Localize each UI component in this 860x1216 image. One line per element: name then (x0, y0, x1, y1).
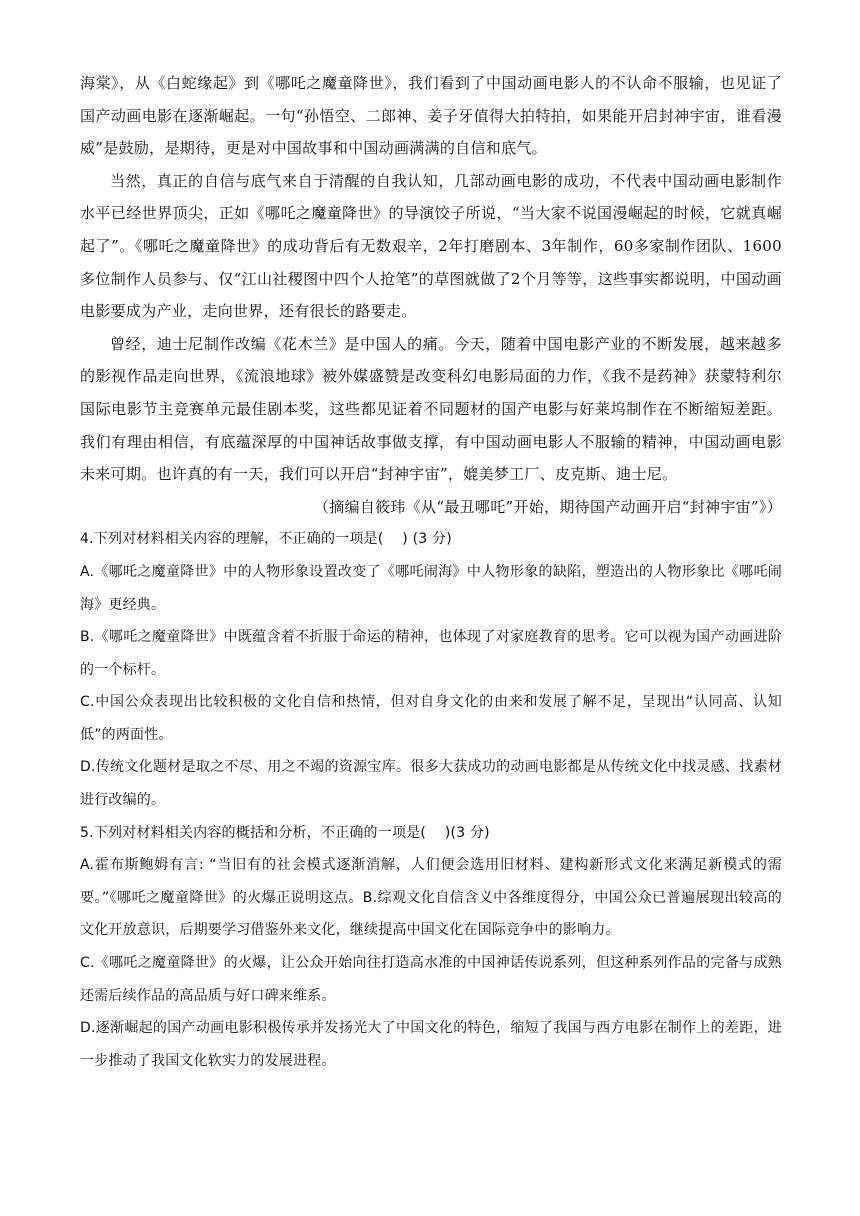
question-4-option-a: A.《哪吒之魔童降世》中的人物形象设置改变了《哪吒闹海》中人物形象的缺陷，塑造出的人物形象比《哪吒闹海》更经典。 (80, 563, 782, 613)
question-5-option-c: C.《哪吒之魔童降世》的火爆，让公众开始向往打造高水准的中国神话传说系列，但这种系列作品的完备与成熟还需后续作品的高品质与好口碑来维系。 (80, 955, 782, 1004)
page-content (80, 67, 782, 1077)
question-5-stem: 5.下列对材料相关内容的概括和分析，不正确的一项是( )(3 分) (80, 824, 490, 841)
passage-paragraph-1: 海棠》，从《白蛇缘起》到《哪吒之魔童降世》，我们看到了中国动画电影人的不认命不服输，也见证了国产动画电影在逐渐崛起。一句“孙悟空、二郎神、姜子牙值得大拍特拍，如果能开启封神宇宙，谁看漫威”是鼓励，是期待，更是对中国故事和中国动画满满的自信和底气。 (80, 74, 782, 158)
question-4-option-d: D.传统文化题材是取之不尽、用之不竭的资源宝库。很多大获成功的动画电影都是从传统文化中找灵感、找素材进行改编的。 (80, 759, 782, 809)
question-4-option-c: C.中国公众表现出比较积极的文化自信和热情，但对自身文化的由来和发展了解不足，呈现出“认同高、认知低”的两面性。 (80, 694, 782, 743)
question-5-option-d: D.逐渐崛起的国产动画电影积极传承并发扬光大了中国文化的特色，缩短了我国与西方电影在制作上的差距，进一步推动了我国文化软实力的发展进程。 (80, 1020, 782, 1069)
question-4-option-b: B.《哪吒之魔童降世》中既蕴含着不折服于命运的精神，也体现了对家庭教育的思考。它可以视为国产动画进阶的一个标杆。 (80, 629, 782, 678)
question-4 (80, 523, 782, 816)
question-4-stem: 4.下列对材料相关内容的理解，不正确的一项是( ) (3 分) (80, 531, 452, 548)
question-5 (80, 817, 782, 1078)
question-5-option-a-b: A.霍布斯鲍姆有言: “当旧有的社会模式逐渐消解，人们便会选用旧材料、建构新形式文化来满足新模式的需要。”《哪吒之魔童降世》的火爆正说明这点。B.综观文化自信含义中各维度得分，中国公众已普遍展现出较高的文化开放意识，后期要学习借鉴外来文化，继续提高中国文化在国际竞争中的影响力。 (80, 857, 782, 939)
passage-paragraph-3: 曾经，迪士尼制作改编《花木兰》是中国人的痛。今天，随着中国电影产业的不断发展，越来越多的影视作品走向世界，《流浪地球》被外媒盛赞是改变科幻电影局面的力作，《我不是药神》获蒙特利尔国际电影节主竞赛单元最佳剧本奖，这些都见证着不同题材的国产电影与好莱坞制作在不断缩短差距。我们有理由相信，有底蕴深厚的中国神话故事做支撑，有中国动画电影人不服输的精神，中国动画电影未来可期。也许真的有一天，我们可以开启“封神宇宙”，媲美梦工厂、皮克斯、迪士尼。 (80, 334, 782, 484)
passage-source-citation: （摘编自筱玮《从“最丑哪吒”开始，期待国产动画开启“封神宇宙”》） (313, 497, 782, 516)
passage-paragraph-2: 当然，真正的自信与底气来自于清醒的自我认知，几部动画电影的成功，不代表中国动画电影制作水平已经世界顶尖，正如《哪吒之魔童降世》的导演饺子所说，“当大家不说国漫崛起的时候，它就真崛起了”。《哪吒之魔童降世》的成功背后有无数艰辛，2年打磨剧本、3年制作，60多家制作团队、1600多位制作人员参与、仅“江山社稷图中四个人抢笔”的草图就做了2个月等等，这些事实都说明，中国动画电影要成为产业，走向世界，还有很长的路要走。 (80, 171, 782, 321)
